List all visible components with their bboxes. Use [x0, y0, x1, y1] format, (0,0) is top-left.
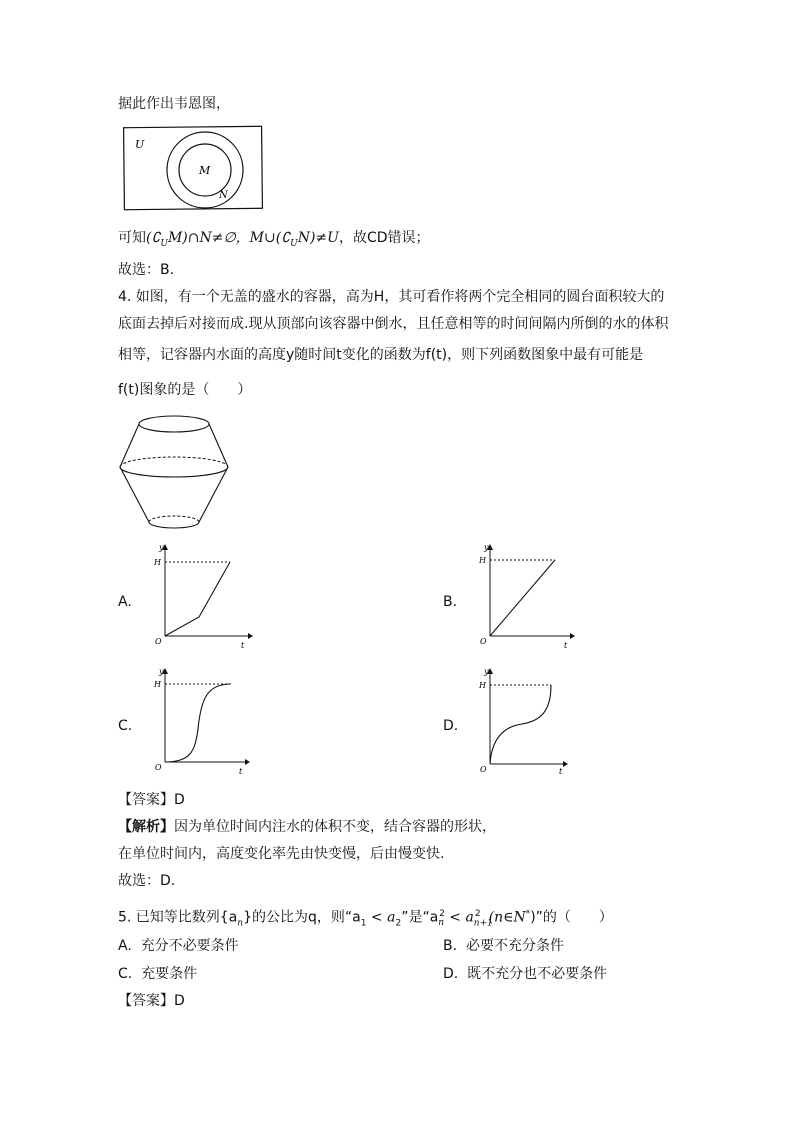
q5-answer: 【答案】D — [118, 993, 185, 1009]
q4-line4: f(t)图象的是（ ） — [118, 382, 252, 398]
svg-text:O: O — [480, 637, 487, 646]
conclusion-expr1: (∁ — [146, 230, 161, 246]
svg-text:y: y — [159, 667, 164, 676]
q5-option-a — [118, 936, 239, 956]
svg-text:y: y — [159, 543, 164, 552]
q5-stem-e-sup: 2 — [474, 909, 481, 919]
svg-text:O: O — [480, 765, 487, 774]
svg-text:O: O — [155, 763, 162, 772]
q5-stem-c: < a — [366, 909, 396, 926]
svg-text:y: y — [484, 543, 489, 552]
conclusion-sub2: U — [290, 238, 298, 249]
q5-stem-d: ”是“a — [401, 909, 439, 926]
conclusion-sub1: U — [160, 238, 168, 249]
svg-text:O: O — [155, 637, 162, 646]
q5-option-d — [443, 964, 607, 984]
q5-option-b-text: 必要不充分条件 — [465, 938, 564, 954]
q5-option-c-text: 充要条件 — [141, 966, 198, 982]
q4-option-c-label: C. — [118, 718, 133, 734]
graph-a — [145, 540, 255, 650]
graph-b — [470, 540, 580, 650]
q5-stem-b-sub: 1 — [360, 918, 367, 929]
graph-c — [145, 664, 255, 776]
q5-stem — [118, 904, 613, 933]
q5-option-a-text: 充分不必要条件 — [140, 938, 239, 954]
svg-text:t: t — [241, 641, 245, 650]
q5-option-c-key: C. — [118, 966, 133, 982]
venn-label-m: M — [199, 164, 211, 177]
q4-line1: 4. 如图，有一个无盖的盛水的容器，高为H，其可看作将两个完全相同的圆台面积较大的 — [118, 289, 665, 305]
venn-universe-rect — [124, 126, 263, 209]
svg-text:y: y — [484, 667, 489, 676]
svg-text:t: t — [559, 767, 563, 776]
q5-stem-f-sup: * — [525, 909, 531, 919]
q5-stem-d-sup: 2 — [439, 909, 445, 919]
venn-choose: 故选：B. — [118, 262, 175, 278]
q5-stem-d-sub: n — [438, 918, 445, 929]
q4-option-d-label: D. — [443, 718, 459, 734]
venn-diagram — [121, 124, 265, 212]
q4-option-b-label: B. — [443, 594, 458, 610]
q4-answer: 【答案】D — [118, 792, 185, 808]
q5-stem-g: )”的（ ） — [530, 909, 613, 926]
graph-d — [470, 664, 580, 776]
svg-text:t: t — [564, 641, 568, 650]
svg-text:t: t — [239, 767, 243, 776]
q5-option-d-text: 既不充分也不必要条件 — [467, 966, 608, 982]
venn-label-n: N — [219, 190, 228, 201]
q5-option-a-key: A. — [118, 938, 132, 954]
svg-text:H: H — [479, 556, 486, 565]
analysis-text1: 因为单位时间内注水的体积不变，结合容器的形状， — [174, 819, 496, 835]
q5-stem-f: (n∈N — [488, 909, 526, 926]
conclusion-suffix: ，故CD错误； — [338, 230, 430, 246]
q5-stem-a-sub: n — [237, 918, 244, 929]
q5-option-d-key: D. — [443, 966, 459, 982]
svg-text:H: H — [479, 681, 486, 690]
conclusion-expr2b: N)≠U — [297, 230, 339, 246]
q5-stem-a: 5. 已知等比数列{a — [118, 909, 238, 926]
conclusion-expr1b: M)∩N≠∅， — [167, 230, 250, 246]
q5-stem-b: }的公比为q，则“a — [243, 909, 361, 926]
svg-text:H: H — [154, 558, 161, 567]
q5-option-c — [118, 964, 197, 984]
q4-analysis-line1 — [118, 817, 496, 837]
venn-conclusion — [118, 228, 430, 254]
q4-option-a-label: A. — [118, 594, 132, 610]
conclusion-prefix: 可知 — [118, 230, 146, 246]
svg-text:H: H — [154, 680, 161, 689]
q5-option-b — [443, 936, 564, 956]
venn-intro: 据此作出韦恩图， — [118, 96, 230, 112]
q5-option-b-key: B. — [443, 938, 458, 954]
q5-stem-e: < a — [444, 909, 474, 926]
q4-choose: 故选：D. — [118, 873, 176, 889]
container-figure — [118, 412, 242, 537]
analysis-head: 【解析】 — [118, 819, 174, 835]
q5-stem-c-sub: 2 — [395, 918, 402, 929]
q4-line2: 底面去掉后对接而成.现从顶部向该容器中倒水，且任意相等的时间间隔内所倒的水的体积 — [118, 316, 669, 332]
q5-stem-e-sub: n+1 — [473, 918, 493, 929]
conclusion-expr2: M∪(∁ — [249, 230, 291, 246]
venn-label-u: U — [135, 138, 145, 151]
q4-line3: 相等，记容器内水面的高度y随时间t变化的函数为f(t)，则下列函数图象中最有可能是 — [118, 347, 644, 363]
q4-analysis-line2: 在单位时间内，高度变化率先由快变慢，后由慢变快. — [118, 846, 445, 862]
